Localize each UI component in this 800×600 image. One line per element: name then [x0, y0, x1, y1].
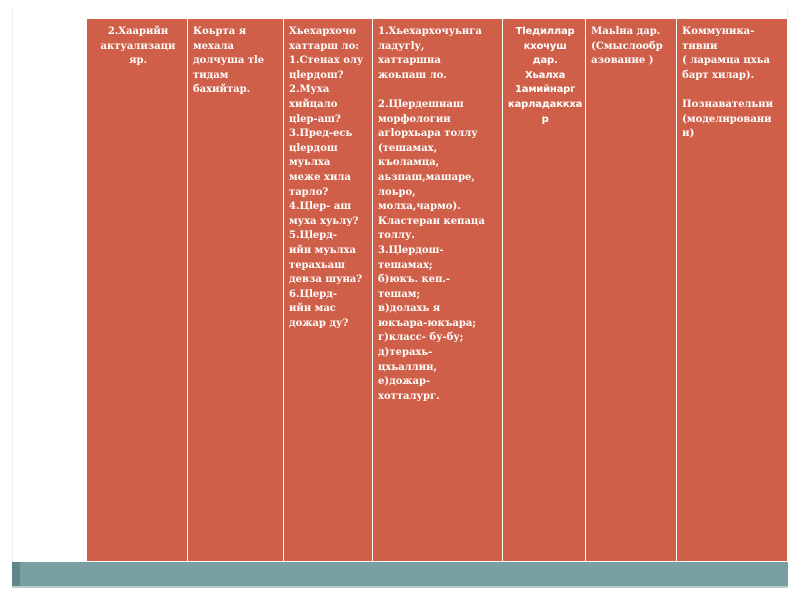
- uud-cell: Коммуника- тивни ( ларамца цхьа барт хилар). Познавательни (моделировани и): [677, 19, 788, 562]
- footer-band-accent: [12, 562, 20, 586]
- student-activity-cell: 1.Хьехархочуьнга ладугlу, хаттаршна жоьпаш ло. 2.Цlердешнаш морфологии агlорхьара толлу (тешамах, къоламца, аьзпаш,машаре, лоьро, молха,чармо). Кластеран кепаца толлу. 3.Цlердош- тешамах; б)юкъ. кеп.- тешам; в)долахь я юкъара-юкъара; г)класс- бу-бу; д)терахь- цхьаллин, е)дожар- хотталург.: [373, 19, 503, 562]
- table-row: [87, 19, 788, 562]
- meaning-cell: Маьlна дар. (Смыслообр азование ): [586, 19, 677, 562]
- slide-left-rule: [12, 8, 13, 562]
- footer-line: [12, 586, 788, 588]
- stage-cell: 2.Хаарийн актуализаци яр.: [87, 19, 188, 562]
- teacher-activity-cell: Хьехархочо хаттарш ло: 1.Стенах олу цlердош? 2.Муха хийцало цlер-аш? 3.Пред-есь цlердош муьлха меже хила тарло? 4.Цlер- аш муха хуьлу? 5.Цlерд- ийн муьлха терахьаш девза шуна? 6.Цlерд- ийн мас дожар ду?: [284, 19, 373, 562]
- lesson-plan-table: [86, 18, 788, 562]
- task-cell: Тlедиллар кхочуш дар. Хьалха 1амийнарг карладаккха р: [503, 19, 586, 562]
- footer-band: [12, 562, 788, 586]
- slide-top-margin: [0, 0, 800, 8]
- goal-cell: Коьрта я мехала долчуша тlе тидам бахийтар.: [188, 19, 284, 562]
